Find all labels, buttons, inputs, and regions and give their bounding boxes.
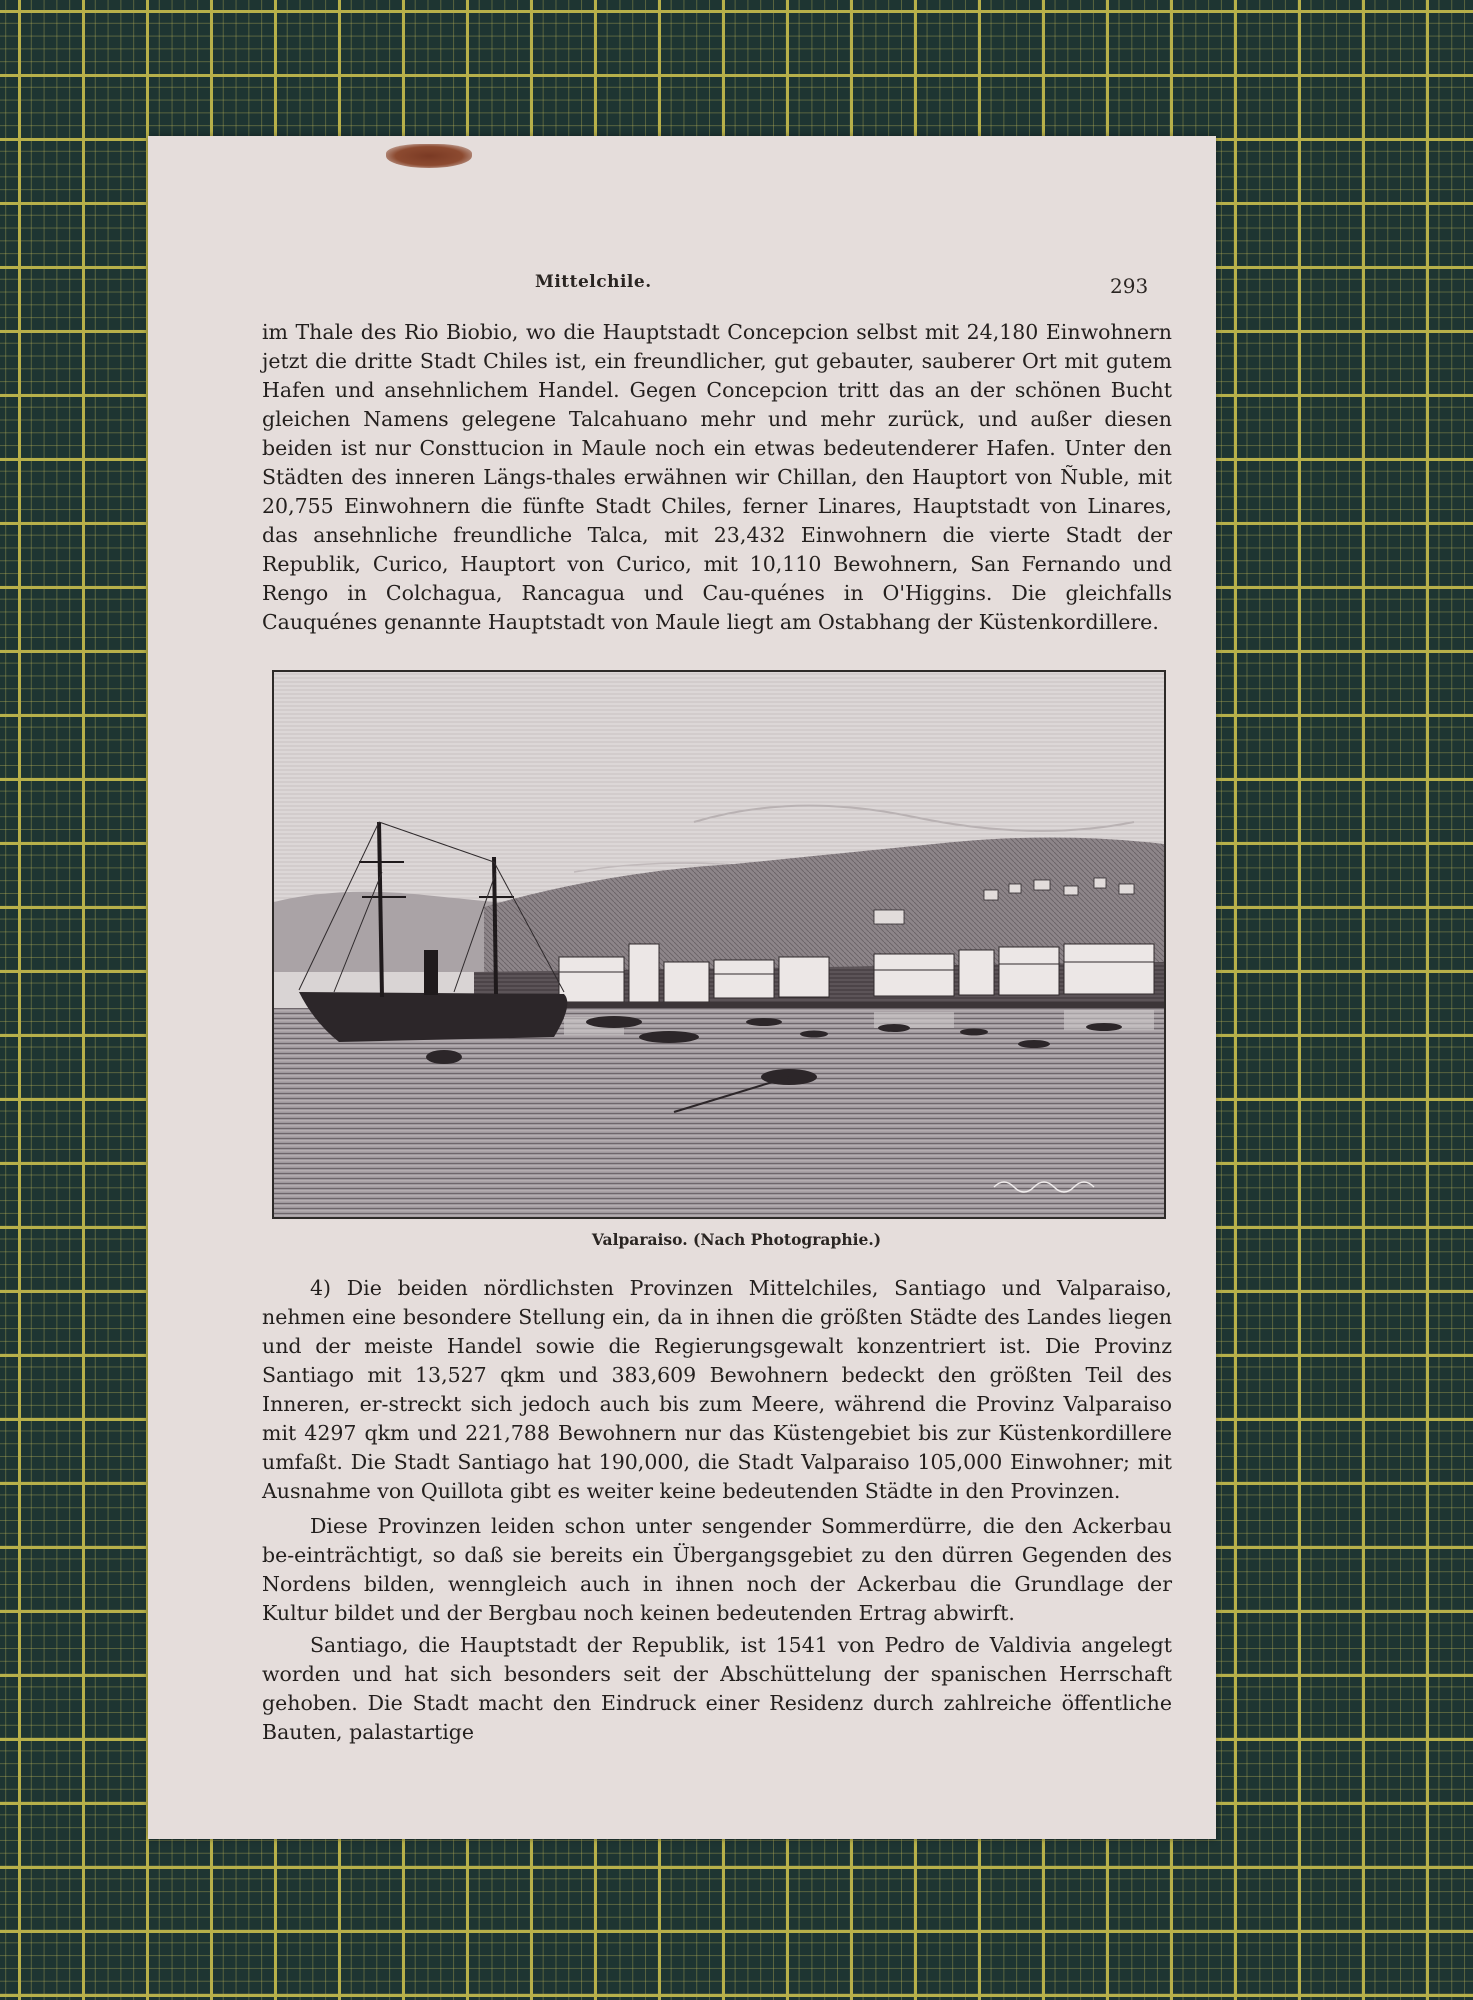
body-paragraph: Diese Provinzen leiden schon unter sengender Sommerdürre, die den Ackerbau be-einträchtigt, so daß sie bereits ein Übergangsgebiet zu den dürren Gegenden des Nordens bilden, wenngleich auch in ihnen noch der Ackerbau die Grundlage der Kultur bildet und der Bergbau noch keinen bedeutenden Ertrag abwirft. bbox=[262, 1514, 1172, 1625]
header-title: Mittelchile. bbox=[535, 272, 652, 292]
body-paragraph: Santiago, die Hauptstadt der Republik, ist 1541 von Pedro de Valdivia angelegt worden und hat sich besonders seit der Abschüttelung der spanischen Herrschaft gehoben. Die Stadt macht den Eindruck einer Residenz durch zahlreiche öffentliche Bauten, palastartige bbox=[262, 1633, 1172, 1744]
harbor-engraving bbox=[274, 672, 1164, 1217]
figure-caption: Valparaiso. (Nach Photographie.) bbox=[591, 1230, 882, 1249]
body-paragraph: im Thale des Rio Biobio, wo die Hauptstadt Concepcion selbst mit 24,180 Einwohnern jetzt die dritte Stadt Chiles ist, ein freundlicher, gut gebauter, sauberer Ort mit gutem Hafen und ansehnlichem Handel. Gegen Concepcion tritt das an der schönen Bucht gleichen Namens gelegene Talcahuano mehr und mehr zurück, und außer diesen beiden ist nur Consttucion in Maule noch ein etwas bedeutenderer Hafen. Unter den Städten des inneren Längs-thales erwähnen wir Chillan, den Hauptort von Ñuble, mit 20,755 Einwohnern die fünfte Stadt Chiles, ferner Linares, Hauptstadt von Linares, das ansehnliche freundliche Talca, mit 23,432 Einwohnern die vierte Stadt der Republik, Curico, Hauptort von Curico, mit 10,110 Bewohnern, San Fernando und Rengo in Colchagua, Rancagua und Cau-quénes in O'Higgins. Die gleichfalls Cauquénes genannte Hauptstadt von Maule liegt am Ostabhang der Küstenkordillere. bbox=[262, 320, 1172, 634]
body-paragraph: 4) Die beiden nördlichsten Provinzen Mittelchiles, Santiago und Valparaiso, nehmen eine besondere Stellung ein, da in ihnen die größten Städte des Landes liegen und der meiste Handel sowie die Regierungsgewalt konzentriert ist. Die Provinz Santiago mit 13,527 qkm und 383,609 Bewohnern bedeckt den größten Teil des Inneren, er-streckt sich jedoch auch bis zum Meere, während die Provinz Valparaiso mit 4297 qkm und 221,788 Bewohnern nur das Küstengebiet bis zur Küstenkordillere umfaßt. Die Stadt Santiago hat 190,000, die Stadt Valparaiso 105,000 Einwohner; mit Ausnahme von Quillota gibt es weiter keine bedeutenden Städte in den Provinzen. bbox=[262, 1276, 1172, 1503]
rust-stain bbox=[386, 144, 472, 168]
engraving-illustration bbox=[272, 670, 1166, 1219]
page-number: 293 bbox=[1110, 274, 1149, 298]
